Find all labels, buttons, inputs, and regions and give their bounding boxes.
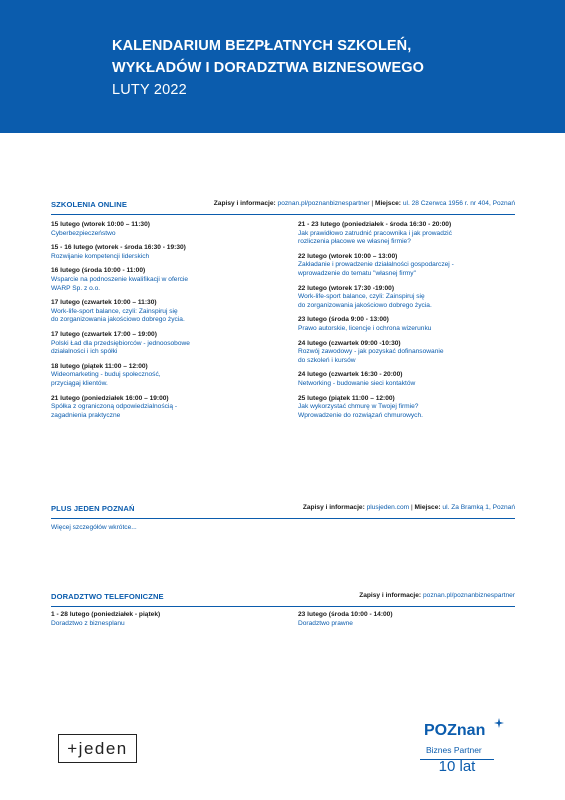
place-value: ul. 28 Czerwca 1956 r. nr 404, Poznań xyxy=(402,200,515,207)
event-topic: Cyberbezpieczeństwo xyxy=(51,229,116,237)
event-item xyxy=(51,221,286,238)
event-date: 17 lutego (czwartek 10:00 – 11:30) xyxy=(51,299,157,307)
section-online-info xyxy=(214,200,515,207)
info-separator: | xyxy=(409,504,415,511)
event-date: 23 lutego (środa 10:00 - 14:00) xyxy=(298,611,393,618)
event-item xyxy=(298,285,523,311)
phone-left-column xyxy=(51,611,286,634)
info-link[interactable]: plusjeden.com xyxy=(366,504,410,511)
event-topic: Doradztwo prawne xyxy=(298,619,353,627)
event-item xyxy=(298,253,523,279)
phone-right-column xyxy=(298,611,523,634)
section-phone-header xyxy=(51,592,515,607)
event-topic: Jak wykorzystać chmurę w Twojej firmie? Wprowadzenie do rozwiązań chmurowych. xyxy=(298,403,423,419)
event-item xyxy=(51,267,286,293)
event-topic: Wsparcie na podnoszenie kwalifikacji w ofercie WARP Sp. z o.o. xyxy=(51,275,189,292)
event-topic: Wideomarketing - buduj społeczność, przyciągaj klientów. xyxy=(51,371,161,387)
header-banner xyxy=(0,0,565,133)
place-label: Miejsce: xyxy=(374,200,401,207)
event-topic: Work-life-sport balance, czyli: Zainspiruj się do zorganizowania jakościowo dobrego życia. xyxy=(298,293,432,309)
page-title-line-1: KALENDARIUM BEZPŁATNYCH SZKOLEŃ, xyxy=(112,38,412,54)
event-date: 22 lutego (wtorek 17:30 -19:00) xyxy=(298,284,395,292)
event-item xyxy=(51,331,286,357)
info-link[interactable]: poznan.pl/poznanbiznespartner xyxy=(277,200,370,207)
event-item xyxy=(298,316,523,333)
event-item xyxy=(51,611,286,628)
section-plus-header xyxy=(51,504,515,519)
info-link[interactable]: poznan.pl/poznanbiznespartner xyxy=(422,592,515,599)
event-topic: Spółka z ograniczoną odpowiedzialnością - zagadnienia praktyczne xyxy=(51,403,178,419)
plus-details-text: Więcej szczegółów wkrótce... xyxy=(51,524,137,531)
event-date: 22 lutego (wtorek 10:00 – 13:00) xyxy=(298,252,398,260)
event-topic: Networking - budowanie sieci kontaktów xyxy=(298,379,416,387)
event-topic: Prawo autorskie, licencje i ochrona wizerunku xyxy=(298,324,432,332)
event-topic: Work-life-sport balance, czyli: Zainspiruj się do zorganizowania jakościowo dobrego życia. xyxy=(51,307,185,324)
poznan-logo-wordmark: POZnan xyxy=(424,722,486,739)
event-topic: Doradztwo z biznesplanu xyxy=(51,619,125,627)
page-subtitle: LUTY 2022 xyxy=(112,82,187,98)
event-date: 23 lutego (środa 9:00 - 13:00) xyxy=(298,316,389,324)
event-topic: Rozwijanie kompetencji liderskich xyxy=(51,252,150,260)
info-label: Zapisy i informacje: xyxy=(359,592,422,599)
event-item xyxy=(298,221,523,247)
online-left-column xyxy=(51,221,286,426)
event-date: 25 lutego (piątek 11:00 – 12:00) xyxy=(298,394,395,402)
event-topic: Jak prawidłowo zatrudnić pracownika i jak prowadzić rozliczenia płacowe we własnej firmie? xyxy=(298,229,452,246)
section-phone-title: DORADZTWO TELEFONICZNE xyxy=(51,592,164,601)
event-date: 16 lutego (środa 10:00 - 11:00) xyxy=(51,267,146,275)
event-date: 21 - 23 lutego (poniedziałek - środa 16:30 - 20:00) xyxy=(298,221,452,228)
event-item xyxy=(298,340,523,366)
plus-jeden-logo: +jeden xyxy=(58,734,137,763)
section-online-header xyxy=(51,200,515,215)
event-topic: Rozwój zawodowy - jak pozyskać dofinansowanie do szkoleń i kursów xyxy=(298,348,444,364)
star-icon xyxy=(494,718,504,728)
event-date: 15 - 16 lutego (wtorek - środa 16:30 - 19:30) xyxy=(51,244,186,252)
event-item xyxy=(298,611,523,628)
event-date: 15 lutego (wtorek 10:00 – 11:30) xyxy=(51,221,150,228)
info-label: Zapisy i informacje: xyxy=(213,200,276,207)
event-date: 21 lutego (poniedziałek 16:00 – 19:00) xyxy=(51,394,169,402)
section-plus-info xyxy=(303,504,515,511)
event-item xyxy=(298,371,523,388)
section-plus-title: PLUS JEDEN POZNAŃ xyxy=(51,504,135,513)
info-label: Zapisy i informacje: xyxy=(302,504,365,511)
poznan-biznes-partner-logo xyxy=(420,718,540,788)
event-date: 1 - 28 lutego (poniedziałek - piątek) xyxy=(51,611,161,618)
event-item xyxy=(51,299,286,325)
event-item xyxy=(51,395,286,421)
online-right-column xyxy=(298,221,523,426)
page-title xyxy=(112,35,552,79)
event-item xyxy=(51,363,286,389)
event-item xyxy=(51,244,286,261)
biznes-partner-label: Biznes Partner xyxy=(426,745,482,755)
event-date: 17 lutego (czwartek 17:00 – 19:00) xyxy=(51,330,157,338)
place-value: ul. Za Bramką 1, Poznań xyxy=(442,504,515,511)
place-label: Miejsce: xyxy=(414,504,441,511)
event-topic: Polski Ład dla przedsiębiorców - jednoosobowe działalności i ich spółki xyxy=(51,339,190,356)
section-phone-info xyxy=(359,592,515,599)
event-topic: Zakładanie i prowadzenie działalności gospodarczej - wprowadzenie do tematu "własnej firmy" xyxy=(298,261,454,277)
event-date: 24 lutego (czwartek 16:30 - 20:00) xyxy=(298,371,403,379)
event-date: 18 lutego (piątek 11:00 – 12:00) xyxy=(51,362,148,370)
section-online-title: SZKOLENIA ONLINE xyxy=(51,200,127,209)
info-separator: | xyxy=(369,200,375,207)
anniversary-label: 10 lat xyxy=(438,758,476,775)
page-title-line-2: WYKŁADÓW I DORADZTWA BIZNESOWEGO xyxy=(112,60,424,76)
event-item xyxy=(298,395,523,421)
event-date: 24 lutego (czwartek 09:00 -10:30) xyxy=(298,339,401,347)
